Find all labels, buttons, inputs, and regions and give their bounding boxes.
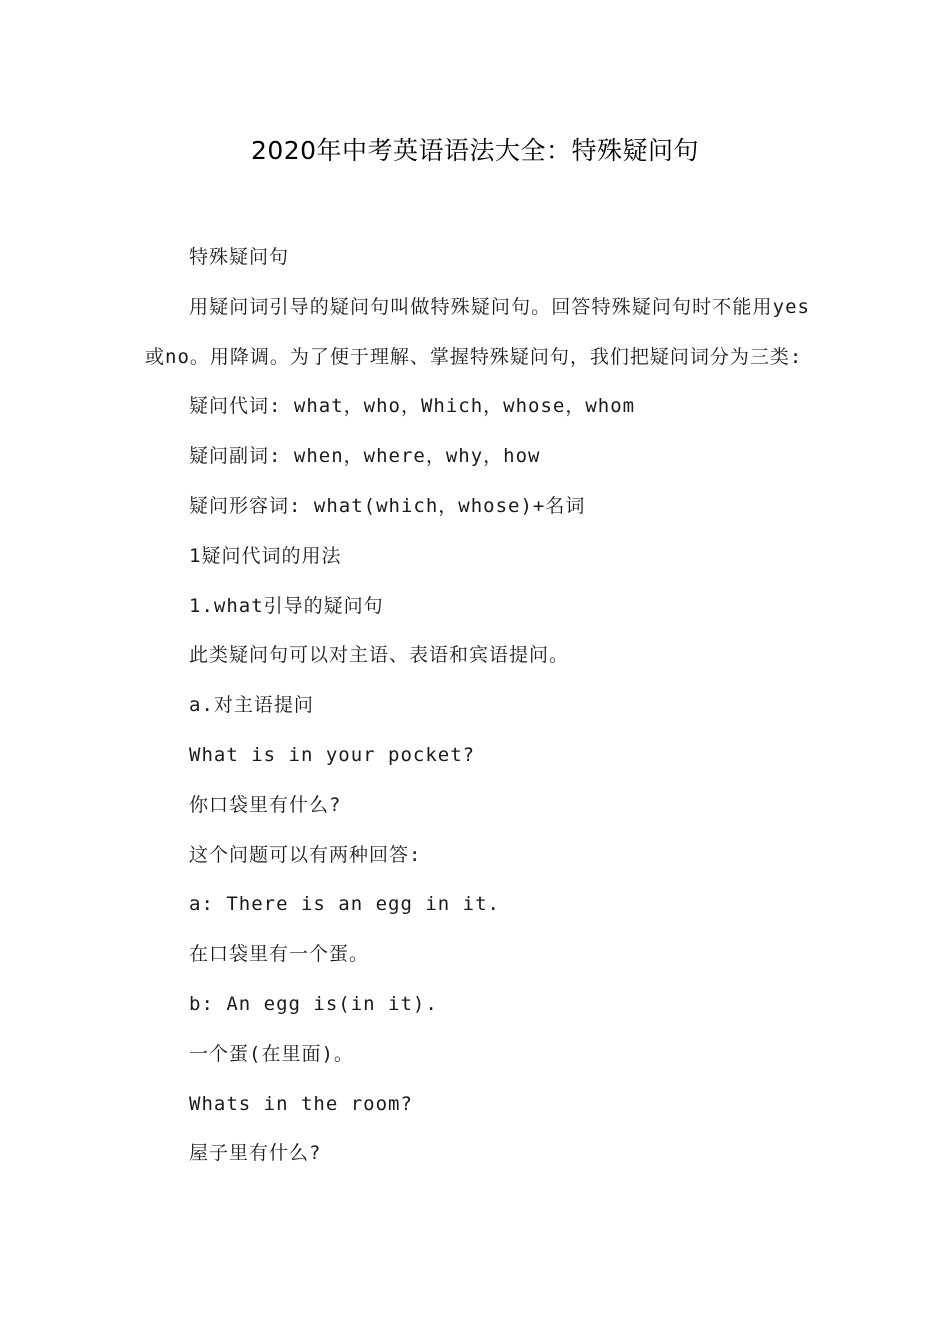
body-line: a.对主语提问: [189, 694, 314, 717]
example-sentence: b: An egg is(in it).: [189, 992, 438, 1015]
subsection-heading: 1疑问代词的用法: [189, 544, 342, 567]
example-translation: 屋子里有什么?: [189, 1142, 322, 1165]
section-heading: 特殊疑问句: [189, 246, 290, 268]
document-body: [145, 233, 810, 1179]
intro-paragraph: 用疑问词引导的疑问句叫做特殊疑问句。回答特殊疑问句时不能用yes或no。用降调。为了便于理解、掌握特殊疑问句，我们把疑问词分为三类:: [145, 295, 810, 368]
document-title: 2020年中考英语语法大全：特殊疑问句: [250, 136, 700, 165]
body-line: 此类疑问句可以对主语、表语和宾语提问。: [189, 644, 570, 667]
example-sentence: What is in your pocket?: [189, 743, 476, 766]
example-translation: 一个蛋(在里面)。: [189, 1042, 354, 1065]
example-translation: 你口袋里有什么?: [189, 793, 342, 816]
interrogative-pronouns-line: 疑问代词: what，who，Which，whose，whom: [189, 395, 636, 418]
interrogative-adjectives-line: 疑问形容词: what(which，whose)+名词: [189, 494, 586, 517]
example-translation: 在口袋里有一个蛋。: [189, 943, 370, 966]
body-line: 这个问题可以有两种回答:: [189, 843, 422, 866]
example-sentence: Whats in the room?: [189, 1092, 413, 1115]
example-sentence: a: There is an egg in it.: [189, 893, 500, 916]
subsection-heading: 1.what引导的疑问句: [189, 594, 384, 617]
interrogative-adverbs-line: 疑问副词: when，where，why，how: [189, 445, 541, 468]
